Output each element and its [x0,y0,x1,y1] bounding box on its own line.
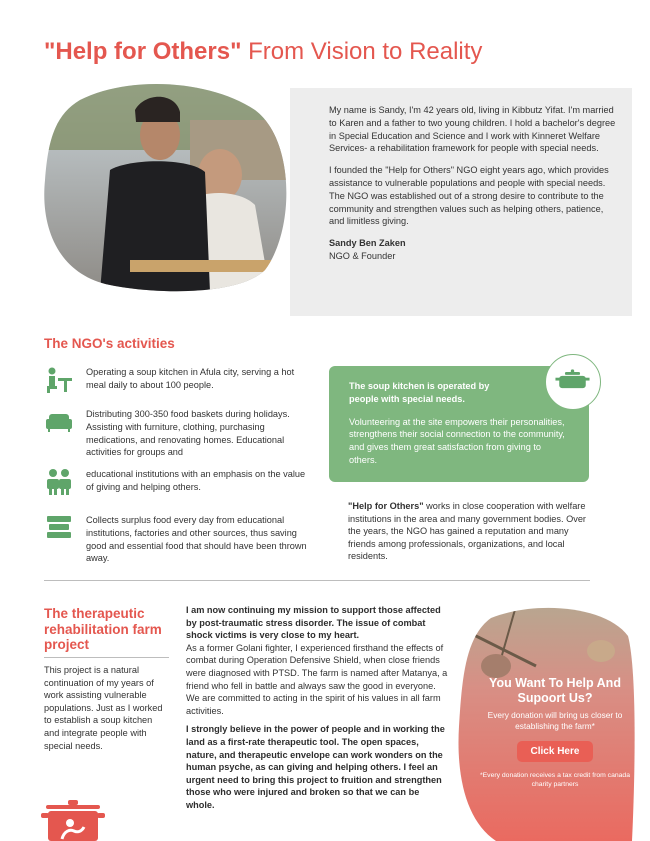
cooperation-bold: "Help for Others" [348,501,424,511]
soup-kitchen-icon [44,366,74,394]
pot-badge [545,354,601,410]
story-lead: I am now continuing my mission to support those affected by post-traumatic stress disorder. The issue of combat shock victims is very close to my heart. [186,605,441,641]
intro-text [329,104,619,263]
activity-item [44,514,314,568]
click-here-button[interactable]: Click Here [517,741,594,762]
page-title [44,38,482,66]
title-rest: From Vision to Reality [241,38,483,65]
founder-photo [40,80,290,292]
activity-item [44,408,314,458]
story-body: As a former Golani fighter, I experienced firsthand the effects of combat during Operation Defensive Shield, when close friends were diagnosed with PTSD. The farm is named after Matanya, a friend who fell in battle and always saw the good in everyone. We are committed to acting in the spirit of his values in all farm activities. [186,642,448,716]
activity-text-2: Distributing 300-350 food baskets during holidays. Assisting with furniture, clothing, purchasing medications, and renovating homes. Educational activities for groups and [86,409,290,458]
activity-item [44,468,314,498]
cta-subtitle: Every donation will bring us closer to establishing the farm* [487,710,623,731]
cta-title: You Want To Help And Supoort Us? [489,676,621,705]
callout-body: Volunteering at the site empowers their personalities, strengthens their social connection to the community, and gives them great satisfaction from giving to others. [349,416,565,465]
intro-paragraph-1: My name is Sandy, I'm 42 years old, living in Kibbutz Yifat. I'm married to Karen and a father to two young children. I hold a bachelor's degree in Special Education and Science and I work with Kinneret Welfare Services- a rehabilitation framework for people with special needs. [329,105,616,154]
signature-name: Sandy Ben Zaken [329,238,406,249]
intro-paragraph-2: I founded the "Help for Others" NGO eight years ago, which provides assistance to vulnerable populations and people with special needs. The NGO was established out of a strong desire to contribute to the community and strengthen values such as helping others, patience, and limitless giving. [329,165,609,227]
farm-heading-rule [44,657,169,658]
story-closing: I strongly believe in the power of people and in working the land as a first-rate therapeutic tool. The open spaces, nature, and therapeutic envelope can work wonders on the human psyche, as can giving and helping others. I feel an urgent need to bring this project to fruition and strengthen those who were injured and broken so that we can be whole. [186,724,445,810]
farm-description: This project is a natural continuation of my years of work assisting vulnerable populations. Just as I worked to establish a soup kitchen and integrate people with special needs. [44,665,163,751]
people-icon [44,468,74,496]
callout-heading: The soup kitchen is operated by people with special needs. [349,381,490,404]
sofa-icon [44,408,74,436]
pot-icon [546,355,599,408]
activity-item [44,366,314,396]
cooperation-text [348,500,588,563]
activities-heading: The NGO's activities [44,336,175,351]
activity-text-3: educational institutions with an emphasis on the value of giving and helping others. [86,469,306,492]
food-stack-icon [44,514,74,542]
activity-text-4: Collects surplus food every day from educational institutions, factories and other sources, thus saving good and essential food that should have been thrown away. [86,515,307,564]
donation-cta [480,676,630,789]
cta-footnote: *Every donation receives a tax credit from canada charity partners [480,772,630,788]
cooperation-body: works in close cooperation with welfare institutions in the area and many government bodies. Over the years, the NGO has gained a reputation and many friends among professionals, organizations, and local residents. [348,501,586,561]
section-divider [44,580,590,581]
founder-story [186,604,448,818]
signature-title: NGO & Founder [329,250,396,261]
title-accent: "Help for Others" [44,38,242,65]
farm-heading: The therapeutic rehabilitation farm project [44,606,162,652]
activity-text-1: Operating a soup kitchen in Afula city, serving a hot meal daily to about 100 people. [86,367,295,390]
soup-pot-icon [40,795,106,841]
